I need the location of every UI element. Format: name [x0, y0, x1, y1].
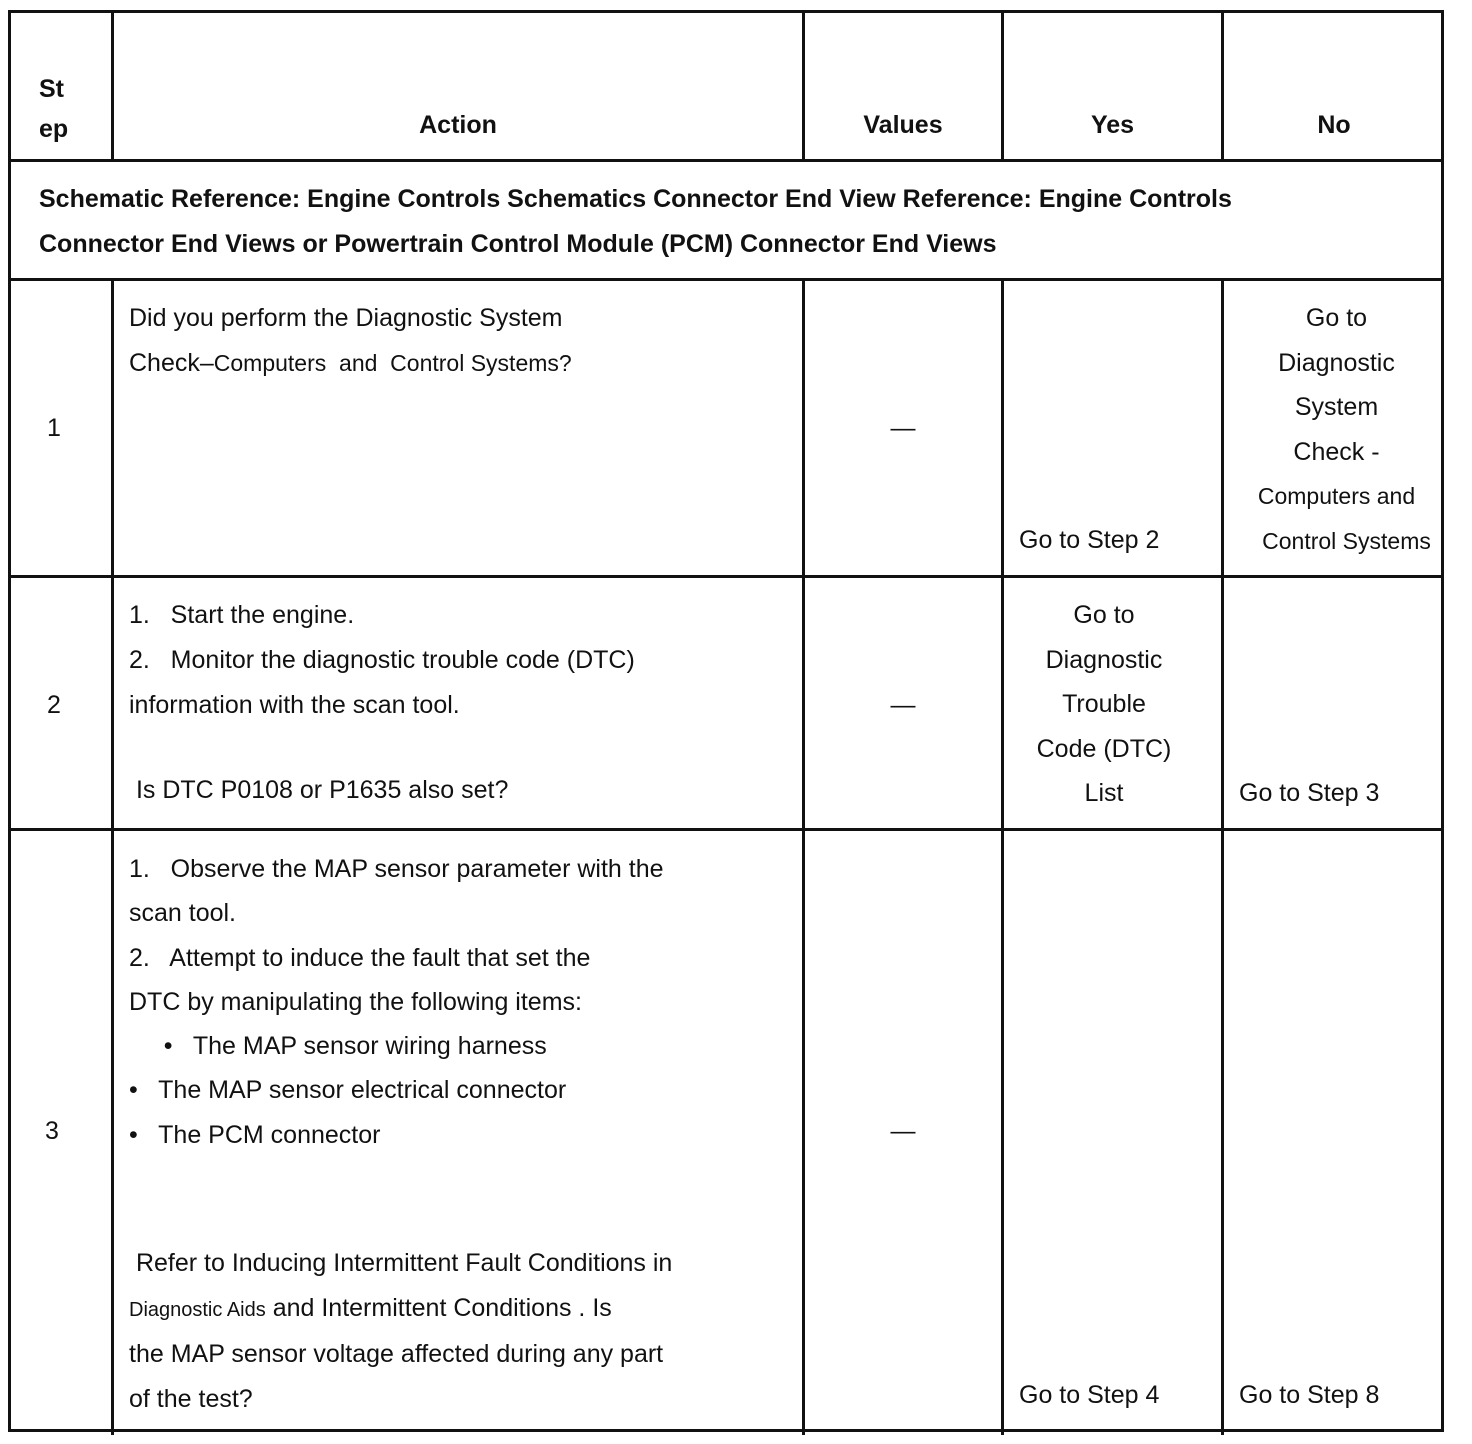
step-3-value: — [890, 1117, 916, 1145]
header-action: Action [419, 111, 497, 139]
header-step [39, 69, 99, 149]
step-number: 1 [47, 414, 61, 442]
action-line: information with the scan tool. [129, 691, 460, 719]
yes-line: Go to [1073, 601, 1135, 629]
action-line: DTC by manipulating the following items: [129, 987, 582, 1016]
no-line: Diagnostic [1278, 348, 1395, 377]
action-line: • The MAP sensor wiring harness [129, 1032, 547, 1061]
action-link-text: Computers and Control Systems? [213, 350, 572, 376]
action-line: • The PCM connector [129, 1120, 381, 1149]
schematic-reference [39, 177, 1429, 267]
step-1-action [129, 296, 799, 386]
no-line: Check - [1293, 437, 1380, 466]
no-line: System [1294, 393, 1379, 421]
row-divider [11, 159, 1441, 162]
action-line [129, 1286, 799, 1333]
step-3-action [129, 847, 799, 1157]
step-2-action [129, 593, 799, 813]
step-3-action-question [129, 1241, 799, 1421]
step-2-no: Go to Step 3 [1239, 779, 1380, 807]
action-text: and Intermittent Conditions . Is [265, 1293, 612, 1322]
yes-line: Code (DTC) [1036, 734, 1172, 763]
column-divider [111, 278, 114, 1435]
step-1-no [1224, 296, 1449, 563]
action-line: 1. Start the engine. [129, 601, 355, 629]
action-line: scan tool. [129, 899, 237, 928]
step-1-yes: Go to Step 2 [1019, 526, 1160, 554]
header-values: Values [863, 111, 943, 139]
header-no: No [1317, 111, 1351, 139]
action-line: 2. Monitor the diagnostic trouble code (DTC) [129, 646, 635, 674]
action-line: the MAP sensor voltage affected during any part [129, 1340, 664, 1368]
action-line: Refer to Inducing Intermittent Fault Conditions in [129, 1249, 673, 1277]
diagnostic-table [8, 10, 1444, 1432]
action-line: 2. Attempt to induce the fault that set the [129, 943, 591, 972]
no-line: Control Systems [1262, 527, 1431, 554]
yes-line: Diagnostic [1045, 645, 1163, 674]
step-number: 3 [45, 1117, 59, 1145]
action-link-text: Diagnostic Aids [129, 1298, 266, 1321]
column-divider [802, 278, 805, 1435]
column-divider [1001, 278, 1004, 1435]
step-3-yes: Go to Step 4 [1019, 1381, 1160, 1409]
action-line: 1. Observe the MAP sensor parameter with the [129, 855, 664, 883]
step-2-yes [1004, 593, 1204, 816]
row-divider [11, 828, 1441, 831]
row-divider [11, 575, 1441, 578]
action-line: Is DTC P0108 or P1635 also set? [129, 776, 509, 804]
yes-line: List [1084, 779, 1124, 807]
action-line: Did you perform the Diagnostic System [129, 304, 563, 332]
action-text: Check– [129, 349, 214, 377]
no-line: Go to [1305, 304, 1368, 332]
header-step-line-2: ep [39, 115, 69, 143]
action-line [129, 341, 799, 386]
action-line [129, 728, 799, 768]
header-step-line-1: St [39, 75, 64, 103]
header-yes: Yes [1090, 111, 1135, 139]
action-line: of the test? [129, 1384, 253, 1413]
step-3-no: Go to Step 8 [1239, 1381, 1380, 1409]
step-1-value: — [890, 414, 916, 442]
row-divider [11, 278, 1441, 281]
reference-line-1: Schematic Reference: Engine Controls Schematics Connector End View Reference: Engine Controls [39, 185, 1232, 213]
no-line: Computers and [1257, 483, 1416, 509]
reference-line-2: Connector End Views or Powertrain Control Module (PCM) Connector End Views [39, 230, 997, 258]
yes-line: Trouble [1062, 690, 1146, 718]
action-line: • The MAP sensor electrical connector [129, 1076, 567, 1105]
step-number: 2 [47, 691, 61, 719]
step-2-value: — [890, 691, 916, 719]
